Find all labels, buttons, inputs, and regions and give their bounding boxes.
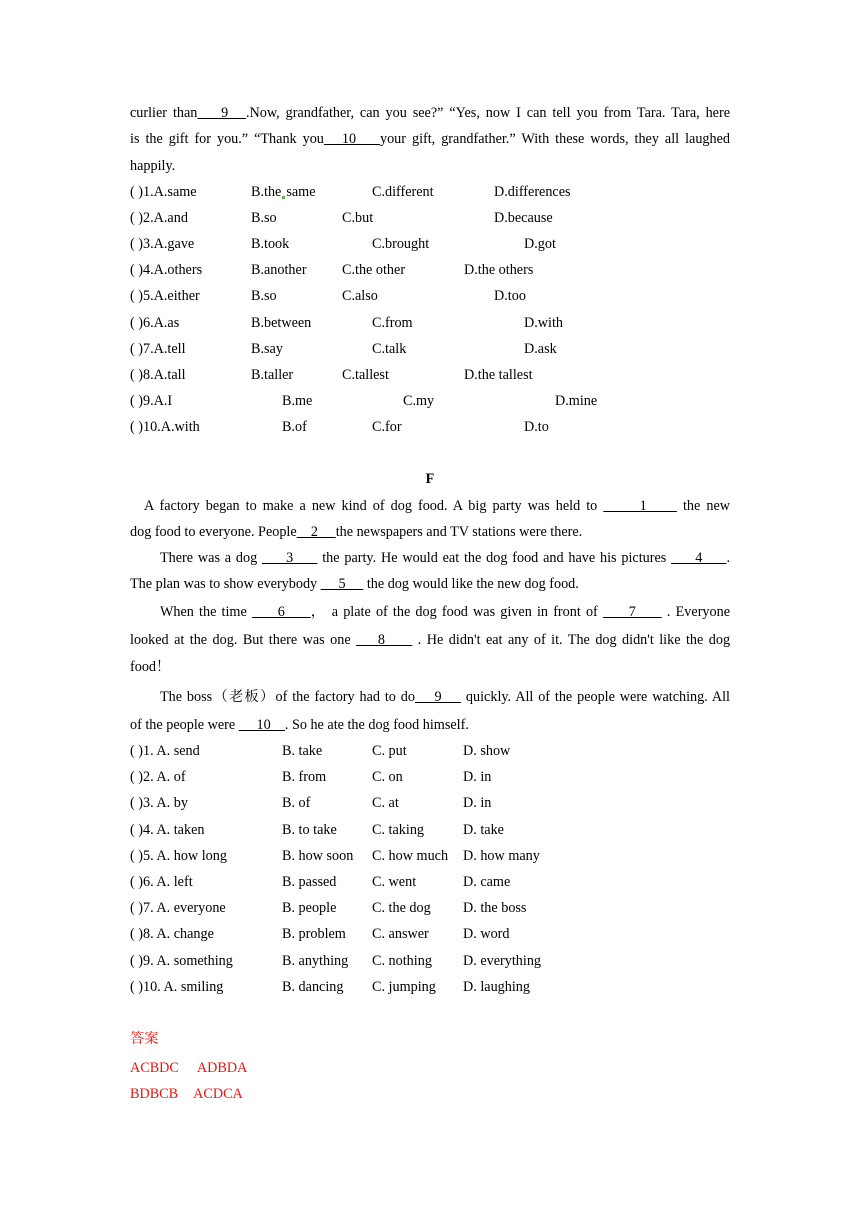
option-d: D.because xyxy=(494,210,553,227)
option-d: D. everything xyxy=(463,952,542,969)
passage-line xyxy=(160,549,730,567)
question-stem: ( )2. A. of xyxy=(130,769,186,786)
passage-text: The boss（老板）of the factory had to do xyxy=(160,689,415,705)
option-b: B.so xyxy=(251,288,277,305)
passage-text: looked at the dog. But there was one xyxy=(130,632,351,648)
passage-line: food！ xyxy=(130,659,171,675)
option-d: D. how many xyxy=(463,847,540,864)
passage-text: . Everyone xyxy=(666,604,730,620)
option-b: B.me xyxy=(282,392,313,409)
blank-9: 9 xyxy=(197,105,246,121)
option-c: C. at xyxy=(372,795,399,812)
question-stem: ( )8. A. change xyxy=(130,926,214,943)
answer-key-line xyxy=(130,1059,247,1077)
question-stem: ( )5.A.either xyxy=(130,288,200,305)
option-d: D.to xyxy=(524,418,549,435)
option-c: C.talk xyxy=(372,340,407,357)
blank-9: 9 xyxy=(414,689,462,705)
option-c: C.for xyxy=(372,418,402,435)
option-c: C.brought xyxy=(372,236,430,253)
passage-text: the new xyxy=(682,498,730,514)
passage-line xyxy=(130,104,730,122)
option-b: B.another xyxy=(251,262,307,279)
answer-key-group: BDBCB xyxy=(130,1086,179,1102)
option-b: B. of xyxy=(282,795,311,812)
option-d: D. show xyxy=(463,743,511,759)
question-stem: ( )1. A. send xyxy=(130,743,200,759)
blank-7: 7 xyxy=(602,604,662,620)
option-c: C. taking xyxy=(372,821,425,838)
passage-text: your gift, grandfather.” With these words, they all laughed xyxy=(379,131,730,147)
question-stem: ( )7.A.tell xyxy=(130,340,186,357)
option-b: B. to take xyxy=(282,821,337,838)
option-d: D.got xyxy=(524,236,556,253)
blank-6: 6 xyxy=(251,604,311,620)
blank-2: 2 xyxy=(296,524,336,540)
passage-text: . So he ate the dog food himself. xyxy=(284,717,469,733)
passage-text: . xyxy=(726,550,731,566)
passage-line xyxy=(130,523,582,541)
option-c: C.from xyxy=(372,314,413,331)
option-b: B.took xyxy=(251,236,290,253)
option-b: B. people xyxy=(282,900,337,917)
option-text: same xyxy=(286,184,316,200)
passage-text: curlier than xyxy=(130,105,198,121)
question-stem: ( )4.A.others xyxy=(130,262,203,279)
option-d: D. the boss xyxy=(463,900,527,917)
option-b: B.of xyxy=(282,418,307,435)
question-stem: ( )6.A.as xyxy=(130,314,180,331)
option-d: D.mine xyxy=(555,392,598,409)
passage-text: the party. He would eat the dog food and have his pictures xyxy=(322,550,667,566)
option-d: D.differences xyxy=(494,184,571,200)
passage-text: There was a dog xyxy=(160,550,258,566)
passage-text: ， a plate of the dog food was given in front of xyxy=(310,604,598,620)
option-d: D.the tallest xyxy=(464,366,533,383)
option-b xyxy=(251,183,316,201)
question-stem: ( )2.A.and xyxy=(130,210,188,227)
option-d: D. came xyxy=(463,874,511,890)
question-stem: ( )10.A.with xyxy=(130,418,200,435)
option-c: C. jumping xyxy=(372,978,436,995)
question-stem: ( )9. A. something xyxy=(130,952,233,969)
passage-text: the dog would like the new dog food. xyxy=(366,576,579,592)
blank-3: 3 xyxy=(262,550,318,566)
option-c: C.also xyxy=(342,288,378,305)
option-b: B.say xyxy=(251,340,283,357)
option-d: D.the others xyxy=(464,262,534,279)
blank-4: 4 xyxy=(671,550,727,566)
option-d: D.ask xyxy=(524,340,557,357)
blank-5: 5 xyxy=(320,576,364,592)
question-stem: ( )9.A.I xyxy=(130,392,173,409)
answers-heading: 答案 xyxy=(130,1031,159,1047)
passage-text: of the people were xyxy=(130,717,236,733)
option-c: C. the dog xyxy=(372,900,431,917)
passage-text: dog food to everyone. People xyxy=(130,524,297,540)
option-b: B.taller xyxy=(251,366,294,383)
passage-text: The plan was to show everybody xyxy=(130,576,318,592)
passage-text: .Now, grandfather, can you see?” “Yes, now I can tell you from Tara. Tara, here xyxy=(245,105,730,121)
option-c: C.my xyxy=(403,392,435,409)
passage-text: . He didn't eat any of it. The dog didn't like the dog xyxy=(417,632,731,648)
option-b: B. anything xyxy=(282,952,349,969)
passage-line xyxy=(130,631,730,649)
question-stem: ( )1.A.same xyxy=(130,184,197,200)
passage-text: is the gift for you.” “Thank you xyxy=(130,131,324,147)
option-d: D. take xyxy=(463,821,504,838)
passage-text: A factory began to make a new kind of dog food. A big party was held to xyxy=(144,498,598,514)
option-c: C. how much xyxy=(372,847,449,864)
answer-key-group: ACBDC xyxy=(130,1060,179,1076)
option-c: C. answer xyxy=(372,926,429,943)
answer-key-line xyxy=(130,1085,243,1103)
option-d: D. word xyxy=(463,926,510,943)
option-b: B. passed xyxy=(282,874,337,890)
blank-10: 10 xyxy=(238,717,285,733)
blank-8: 8 xyxy=(356,632,413,648)
option-d: D. laughing xyxy=(463,978,530,995)
passage-line xyxy=(130,575,579,593)
option-c: C. went xyxy=(372,874,417,890)
option-d: D. in xyxy=(463,795,492,812)
option-c: C.different xyxy=(372,184,434,200)
blank-10: 10 xyxy=(323,131,380,147)
option-c: C. nothing xyxy=(372,952,432,969)
option-c: C.the other xyxy=(342,262,406,279)
option-c: C.tallest xyxy=(342,366,389,383)
option-c: C. put xyxy=(372,743,407,759)
question-stem: ( )3. A. by xyxy=(130,795,188,812)
option-b: B. how soon xyxy=(282,847,354,864)
passage-line xyxy=(160,603,730,621)
option-c: C. on xyxy=(372,769,403,786)
question-stem: ( )7. A. everyone xyxy=(130,900,226,917)
option-c: C.but xyxy=(342,210,374,227)
passage-line xyxy=(130,130,730,148)
question-stem: ( )5. A. how long xyxy=(130,847,227,864)
question-stem: ( )6. A. left xyxy=(130,874,193,890)
option-b: B. dancing xyxy=(282,978,344,995)
option-text: B.the xyxy=(251,184,282,200)
passage-line: happily. xyxy=(130,158,176,174)
passage-line xyxy=(160,688,730,706)
section-heading: F xyxy=(425,471,435,487)
option-b: B. problem xyxy=(282,926,346,943)
option-d: D.too xyxy=(494,288,526,305)
question-stem: ( )8.A.tall xyxy=(130,366,186,383)
option-b: B. from xyxy=(282,769,327,786)
passage-text: the newspapers and TV stations were there. xyxy=(335,524,583,540)
question-stem: ( )10. A. smiling xyxy=(130,978,224,995)
answer-key-group: ACDCA xyxy=(193,1086,243,1102)
passage-text: When the time xyxy=(160,604,247,620)
question-stem: ( )4. A. taken xyxy=(130,821,205,838)
passage-line xyxy=(130,716,469,734)
option-b: B.so xyxy=(251,210,277,227)
answer-key-group: ADBDA xyxy=(196,1060,248,1076)
option-b: B. take xyxy=(282,743,323,759)
blank-1: 1 xyxy=(603,498,677,514)
option-d: D. in xyxy=(463,769,492,786)
passage-text: quickly. All of the people were watching. All xyxy=(465,689,730,705)
question-stem: ( )3.A.gave xyxy=(130,236,195,253)
green-mark xyxy=(282,196,285,199)
option-d: D.with xyxy=(524,314,564,331)
option-b: B.between xyxy=(251,314,312,331)
passage-line xyxy=(144,497,730,515)
